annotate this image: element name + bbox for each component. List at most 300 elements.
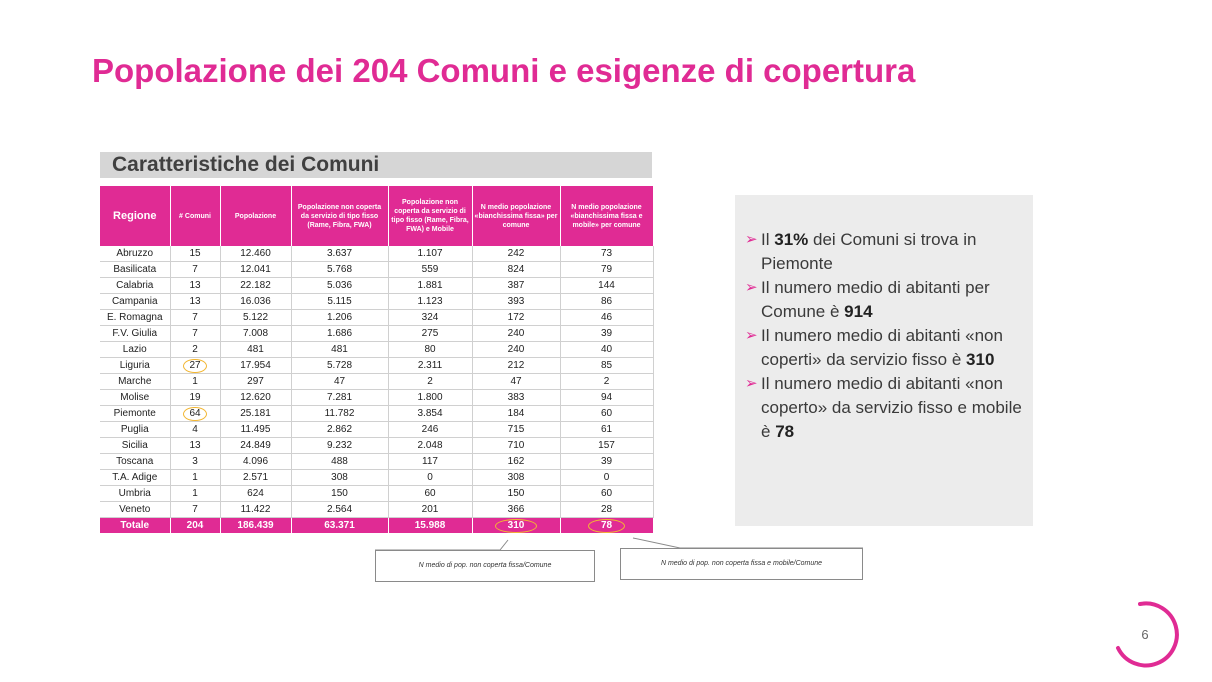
- cell-text: 242: [507, 248, 525, 259]
- value-cell: [170, 326, 220, 342]
- cell-text: 559: [421, 264, 439, 275]
- value-cell: [388, 470, 472, 486]
- total-text: 186.439: [237, 520, 274, 531]
- value-cell: [472, 326, 560, 342]
- cell-text: 393: [507, 296, 525, 307]
- value-cell: [291, 454, 388, 470]
- value-cell: [560, 326, 653, 342]
- key-fact-text: Il: [761, 230, 775, 249]
- comuni-table: [100, 186, 654, 533]
- value-cell: [291, 326, 388, 342]
- cell-text: 1.107: [417, 248, 443, 259]
- key-fact-item: [745, 276, 1023, 324]
- table-row: [100, 246, 653, 262]
- cell-text: 13: [189, 280, 201, 291]
- region-cell: [100, 438, 170, 454]
- cell-text: 481: [247, 344, 264, 355]
- cell-text: 13: [189, 440, 201, 451]
- value-cell: [472, 262, 560, 278]
- section-header: Caratteristiche dei Comuni: [100, 152, 652, 178]
- header-medio-bianchissima-fissa-mobile: N medio popolazione «bianchissima fissa e mobile» per comune: [560, 186, 653, 246]
- value-cell: [170, 246, 220, 262]
- value-cell: [220, 422, 291, 438]
- table-row: [100, 278, 653, 294]
- cell-text: 246: [421, 424, 439, 435]
- value-cell: [220, 294, 291, 310]
- cell-text: 24.849: [240, 440, 271, 451]
- cell-text: 201: [421, 504, 439, 515]
- cell-text: 2.862: [326, 424, 353, 435]
- value-cell: [220, 486, 291, 502]
- value-cell: [388, 246, 472, 262]
- key-fact-text: Il numero medio di abitanti «non coperto» da servizio fisso e mobile è: [761, 374, 1022, 441]
- cell-text: 2.311: [417, 360, 443, 371]
- value-cell: [560, 486, 653, 502]
- cell-text: Abruzzo: [116, 248, 154, 259]
- cell-text: 488: [331, 456, 348, 467]
- cell-text: 715: [507, 424, 525, 435]
- value-cell: [472, 438, 560, 454]
- highlighted-value: 64: [183, 407, 206, 421]
- value-cell: [220, 278, 291, 294]
- table-row: [100, 422, 653, 438]
- value-cell: [560, 294, 653, 310]
- table-row: [100, 326, 653, 342]
- value-cell: [291, 374, 388, 390]
- value-cell: [220, 406, 291, 422]
- value-cell: [291, 486, 388, 502]
- cell-text: 15: [189, 248, 201, 259]
- value-cell: [472, 486, 560, 502]
- key-fact-item: [745, 324, 1023, 372]
- cell-text: 157: [598, 440, 615, 451]
- cell-text: Sicilia: [121, 440, 148, 451]
- cell-text: F.V. Giulia: [112, 328, 158, 339]
- cell-text: 7: [192, 312, 198, 323]
- value-cell: [291, 246, 388, 262]
- cell-text: 2.564: [326, 504, 353, 515]
- region-cell: [100, 406, 170, 422]
- cell-text: 2.571: [242, 472, 269, 483]
- value-cell: [291, 278, 388, 294]
- slide-title: Popolazione dei 204 Comuni e esigenze di copertura: [92, 52, 916, 89]
- cell-text: 2: [603, 376, 610, 387]
- cell-text: 11.495: [240, 424, 271, 435]
- cell-text: 1: [192, 376, 198, 387]
- cell-text: 7: [192, 328, 198, 339]
- value-cell: [560, 342, 653, 358]
- region-cell: [100, 486, 170, 502]
- value-cell: [388, 374, 472, 390]
- value-cell: [560, 454, 653, 470]
- cell-text: Marche: [118, 376, 152, 387]
- value-cell: [388, 422, 472, 438]
- cell-text: 16.036: [240, 296, 271, 307]
- cell-text: Veneto: [119, 504, 151, 515]
- value-cell: [291, 358, 388, 374]
- value-cell: [170, 390, 220, 406]
- cell-text: 46: [600, 312, 613, 323]
- region-cell: [100, 502, 170, 518]
- cell-text: 5.768: [326, 264, 353, 275]
- value-cell: [560, 358, 653, 374]
- cell-text: 3.637: [326, 248, 353, 259]
- value-cell: [220, 470, 291, 486]
- value-cell: [291, 262, 388, 278]
- value-cell: [388, 262, 472, 278]
- header-pop-non-coperta-fisso-mobile: Popolazione non coperta da servizio di tipo fisso (Rame, Fibra, FWA) e Mobile: [388, 186, 472, 246]
- region-cell: [100, 310, 170, 326]
- value-cell: [170, 502, 220, 518]
- value-cell: [472, 310, 560, 326]
- value-cell: [472, 246, 560, 262]
- cell-text: 25.181: [240, 408, 271, 419]
- value-cell: [388, 406, 472, 422]
- table-row: [100, 294, 653, 310]
- value-cell: [291, 422, 388, 438]
- value-cell: [220, 438, 291, 454]
- cell-text: 47: [510, 376, 522, 387]
- value-cell: [170, 454, 220, 470]
- value-cell: [560, 310, 653, 326]
- cell-text: Molise: [120, 392, 150, 403]
- total-cell: [388, 518, 472, 534]
- region-cell: [100, 342, 170, 358]
- cell-text: 17.954: [240, 360, 271, 371]
- header-popolazione: Popolazione: [220, 186, 291, 246]
- value-cell: [388, 278, 472, 294]
- value-cell: [291, 294, 388, 310]
- value-cell: [291, 470, 388, 486]
- cell-text: 184: [507, 408, 525, 419]
- value-cell: [472, 454, 560, 470]
- cell-text: 47: [333, 376, 346, 387]
- cell-text: 150: [331, 488, 348, 499]
- value-cell: [220, 342, 291, 358]
- value-cell: [560, 262, 653, 278]
- cell-text: Calabria: [116, 280, 154, 291]
- cell-text: 7.008: [242, 328, 269, 339]
- cell-text: 3: [192, 456, 198, 467]
- cell-text: 28: [600, 504, 613, 515]
- region-cell: [100, 278, 170, 294]
- value-cell: [170, 486, 220, 502]
- header-num-comuni: # Comuni: [170, 186, 220, 246]
- cell-text: 481: [331, 344, 348, 355]
- value-cell: [472, 470, 560, 486]
- cell-text: 297: [247, 376, 264, 387]
- cell-text: 60: [600, 488, 613, 499]
- value-cell: [560, 470, 653, 486]
- cell-text: 824: [507, 264, 525, 275]
- cell-text: 212: [507, 360, 525, 371]
- table-row: [100, 390, 653, 406]
- cell-text: 2.048: [417, 440, 443, 451]
- table-row: [100, 262, 653, 278]
- cell-text: 275: [421, 328, 439, 339]
- table-header-row: [100, 186, 653, 246]
- cell-text: 7: [192, 504, 198, 515]
- callout-avg-non-coperta-fissa-mobile: N medio di pop. non coperta fissa e mobile/Comune: [620, 548, 863, 580]
- header-pop-non-coperta-fisso: Popolazione non coperta da servizio di tipo fisso (Rame, Fibra, FWA): [291, 186, 388, 246]
- value-cell: [170, 358, 220, 374]
- key-fact-text: Il numero medio di abitanti «non coperti» da servizio fisso è: [761, 326, 1003, 369]
- value-cell: [472, 358, 560, 374]
- table-row: [100, 454, 653, 470]
- value-cell: [170, 438, 220, 454]
- cell-text: 22.182: [240, 280, 271, 291]
- table-row: [100, 502, 653, 518]
- cell-text: 144: [598, 280, 615, 291]
- cell-text: 387: [507, 280, 525, 291]
- value-cell: [220, 374, 291, 390]
- cell-text: 240: [507, 344, 525, 355]
- total-cell: [220, 518, 291, 534]
- value-cell: [170, 470, 220, 486]
- cell-text: 61: [600, 424, 613, 435]
- value-cell: [472, 422, 560, 438]
- value-cell: [388, 326, 472, 342]
- total-cell: [100, 518, 170, 534]
- cell-text: 7: [192, 264, 198, 275]
- cell-text: Liguria: [119, 360, 150, 371]
- table-row: [100, 310, 653, 326]
- cell-text: 7.281: [326, 392, 353, 403]
- value-cell: [291, 390, 388, 406]
- value-cell: [472, 278, 560, 294]
- key-fact-text: Il numero medio di abitanti per Comune è: [761, 278, 990, 321]
- key-facts-list: [745, 228, 1023, 444]
- cell-text: Toscana: [116, 456, 154, 467]
- arrow-right-icon: ➢: [745, 327, 758, 344]
- key-fact-item: [745, 228, 1023, 276]
- total-text: Totale: [120, 520, 150, 531]
- value-cell: [388, 438, 472, 454]
- region-cell: [100, 470, 170, 486]
- cell-text: 0: [603, 472, 610, 483]
- value-cell: [170, 278, 220, 294]
- cell-text: E. Romagna: [106, 312, 163, 323]
- cell-text: 0: [427, 472, 433, 483]
- value-cell: [560, 502, 653, 518]
- cell-text: Piemonte: [113, 408, 156, 419]
- value-cell: [560, 374, 653, 390]
- value-cell: [220, 326, 291, 342]
- arrow-right-icon: ➢: [745, 231, 758, 248]
- cell-text: 240: [507, 328, 525, 339]
- value-cell: [472, 502, 560, 518]
- value-cell: [560, 390, 653, 406]
- total-cell: [170, 518, 220, 534]
- arrow-right-icon: ➢: [745, 279, 758, 296]
- value-cell: [472, 406, 560, 422]
- cell-text: 2: [427, 376, 433, 387]
- total-text: 204: [186, 520, 204, 531]
- cell-text: T.A. Adige: [112, 472, 158, 483]
- region-cell: [100, 422, 170, 438]
- region-cell: [100, 374, 170, 390]
- total-cell: [472, 518, 560, 534]
- header-regione: Regione: [100, 186, 170, 246]
- value-cell: [560, 422, 653, 438]
- value-cell: [472, 374, 560, 390]
- table-row: [100, 438, 653, 454]
- value-cell: [170, 406, 220, 422]
- value-cell: [388, 454, 472, 470]
- cell-text: 39: [600, 328, 613, 339]
- value-cell: [220, 262, 291, 278]
- value-cell: [220, 358, 291, 374]
- cell-text: 172: [507, 312, 525, 323]
- cell-text: 2: [192, 344, 198, 355]
- cell-text: 39: [600, 456, 613, 467]
- cell-text: 12.460: [240, 248, 271, 259]
- cell-text: 85: [600, 360, 613, 371]
- value-cell: [220, 310, 291, 326]
- cell-text: Basilicata: [113, 264, 157, 275]
- value-cell: [388, 310, 472, 326]
- cell-text: 150: [507, 488, 525, 499]
- cell-text: Campania: [111, 296, 158, 307]
- value-cell: [472, 294, 560, 310]
- total-cell: [291, 518, 388, 534]
- cell-text: 1.686: [326, 328, 353, 339]
- value-cell: [220, 246, 291, 262]
- cell-text: Lazio: [122, 344, 147, 355]
- value-cell: [472, 342, 560, 358]
- cell-text: 9.232: [326, 440, 353, 451]
- value-cell: [560, 278, 653, 294]
- cell-text: 1.123: [417, 296, 443, 307]
- cell-text: 1.206: [326, 312, 353, 323]
- cell-text: 11.782: [324, 408, 355, 419]
- total-cell: [560, 518, 653, 534]
- cell-text: 366: [507, 504, 525, 515]
- value-cell: [291, 310, 388, 326]
- cell-text: 1.881: [417, 280, 443, 291]
- value-cell: [560, 246, 653, 262]
- value-cell: [560, 438, 653, 454]
- highlighted-total: 310: [495, 519, 538, 533]
- value-cell: [220, 502, 291, 518]
- value-cell: [388, 502, 472, 518]
- table-row: [100, 486, 653, 502]
- value-cell: [291, 406, 388, 422]
- callout-avg-non-coperta-fissa: N medio di pop. non coperta fissa/Comune: [375, 550, 595, 582]
- value-cell: [170, 342, 220, 358]
- region-cell: [100, 358, 170, 374]
- value-cell: [388, 358, 472, 374]
- key-fact-item: [745, 372, 1023, 444]
- table-row: [100, 358, 653, 374]
- cell-text: 383: [507, 392, 525, 403]
- cell-text: 3.854: [417, 408, 443, 419]
- total-text: 63.371: [324, 520, 355, 531]
- cell-text: 12.620: [240, 392, 271, 403]
- cell-text: 710: [507, 440, 525, 451]
- cell-text: 1.800: [417, 392, 443, 403]
- highlighted-value: 27: [183, 359, 206, 373]
- cell-text: Umbria: [118, 488, 151, 499]
- table-row: [100, 470, 653, 486]
- cell-text: 80: [424, 344, 436, 355]
- key-fact-text: dei Comuni si trova in Piemonte: [761, 230, 977, 273]
- value-cell: [472, 390, 560, 406]
- cell-text: 5.728: [326, 360, 353, 371]
- cell-text: 162: [507, 456, 525, 467]
- cell-text: 1: [192, 488, 198, 499]
- cell-text: 5.122: [242, 312, 269, 323]
- page-number: 6: [1141, 627, 1149, 642]
- key-fact-value: 78: [775, 422, 795, 441]
- value-cell: [388, 486, 472, 502]
- cell-text: 324: [421, 312, 439, 323]
- value-cell: [220, 454, 291, 470]
- cell-text: 308: [331, 472, 348, 483]
- value-cell: [560, 406, 653, 422]
- table-row: [100, 374, 653, 390]
- value-cell: [220, 390, 291, 406]
- value-cell: [388, 342, 472, 358]
- highlighted-total: 78: [588, 519, 625, 533]
- cell-text: 624: [247, 488, 264, 499]
- region-cell: [100, 326, 170, 342]
- region-cell: [100, 294, 170, 310]
- cell-text: 4.096: [242, 456, 269, 467]
- cell-text: 40: [600, 344, 613, 355]
- cell-text: 4: [192, 424, 198, 435]
- key-fact-value: 310: [966, 350, 995, 369]
- key-facts-box: [735, 195, 1033, 526]
- cell-text: 308: [507, 472, 525, 483]
- table-total-row: [100, 518, 653, 534]
- value-cell: [170, 422, 220, 438]
- cell-text: 1: [192, 472, 198, 483]
- region-cell: [100, 262, 170, 278]
- table-row: [100, 342, 653, 358]
- cell-text: 73: [600, 248, 613, 259]
- region-cell: [100, 390, 170, 406]
- arrow-right-icon: ➢: [745, 375, 758, 392]
- cell-text: 86: [600, 296, 613, 307]
- value-cell: [291, 438, 388, 454]
- cell-text: 117: [422, 456, 438, 467]
- key-fact-value: 31%: [774, 230, 809, 249]
- cell-text: 94: [600, 392, 613, 403]
- cell-text: 19: [189, 392, 201, 403]
- table-row: [100, 406, 653, 422]
- cell-text: Puglia: [120, 424, 149, 435]
- cell-text: 13: [189, 296, 201, 307]
- total-text: 15.988: [414, 520, 446, 531]
- key-fact-value: 914: [844, 302, 873, 321]
- cell-text: 79: [600, 264, 613, 275]
- cell-text: 5.115: [327, 296, 352, 307]
- region-cell: [100, 454, 170, 470]
- value-cell: [388, 294, 472, 310]
- value-cell: [388, 390, 472, 406]
- cell-text: 5.036: [326, 280, 353, 291]
- value-cell: [170, 374, 220, 390]
- value-cell: [291, 342, 388, 358]
- value-cell: [291, 502, 388, 518]
- value-cell: [170, 294, 220, 310]
- cell-text: 60: [600, 408, 613, 419]
- cell-text: 12.041: [240, 264, 271, 275]
- cell-text: 11.422: [240, 504, 271, 515]
- value-cell: [170, 310, 220, 326]
- cell-text: 60: [424, 488, 436, 499]
